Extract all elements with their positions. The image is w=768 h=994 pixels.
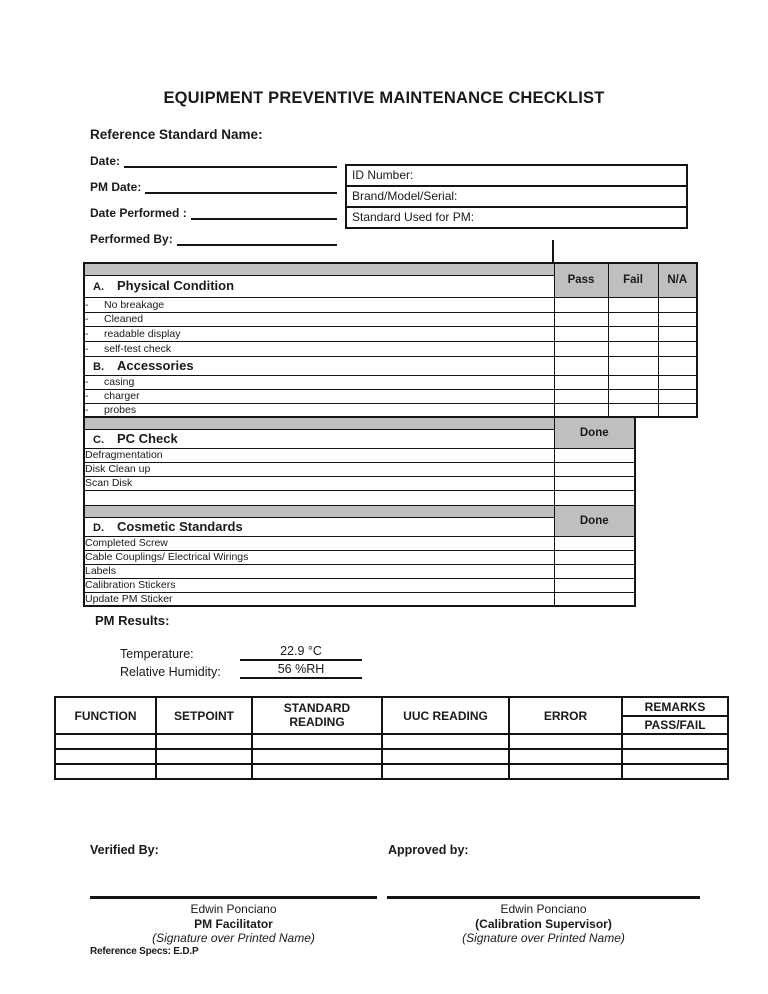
remarks-cell[interactable] <box>622 734 728 749</box>
function-cell[interactable] <box>55 734 156 749</box>
function-table-row <box>55 749 728 764</box>
bullet-dash: - <box>85 390 89 402</box>
verified-name: Edwin Ponciano <box>190 902 277 916</box>
date-performed-label: Date Performed : <box>90 206 187 220</box>
column-header-fail: Fail <box>608 263 658 297</box>
approved-name: Edwin Ponciano <box>500 902 587 916</box>
function-table-row <box>55 764 728 779</box>
date-performed-blank-line[interactable] <box>191 205 337 220</box>
item-label: - No breakage <box>84 297 554 312</box>
fail-cell[interactable] <box>608 403 658 417</box>
fail-cell[interactable] <box>608 341 658 356</box>
item-label: Completed Screw <box>84 536 554 550</box>
checklist-item-row <box>84 476 635 490</box>
item-label: Defragmentation <box>84 448 554 462</box>
performed-by-field-row <box>90 230 337 246</box>
fail-cell[interactable] <box>608 312 658 326</box>
id-number-field[interactable]: ID Number: <box>347 166 686 187</box>
reference-specs-footer: Reference Specs: E.D.P <box>90 946 199 957</box>
pass-cell[interactable] <box>554 403 608 417</box>
section-a-header <box>84 275 554 297</box>
pass-cell[interactable] <box>554 375 608 389</box>
done-cell[interactable] <box>554 462 635 476</box>
bullet-dash: - <box>85 298 89 311</box>
checklist-item-row <box>84 536 635 550</box>
performed-by-label: Performed By: <box>90 232 173 246</box>
brand-model-serial-field[interactable]: Brand/Model/Serial: <box>347 187 686 208</box>
item-label: - charger <box>84 389 554 403</box>
item-label: Labels <box>84 564 554 578</box>
section-title: Accessories <box>117 357 194 373</box>
section-letter: C. <box>93 433 104 446</box>
uuc-reading-cell[interactable] <box>382 764 509 779</box>
done-cell[interactable] <box>554 448 635 462</box>
remarks-cell[interactable] <box>622 764 728 779</box>
table-header-strip <box>84 417 554 429</box>
column-header-remarks: REMARKS <box>622 697 728 716</box>
column-header-standard-reading: STANDARD READING <box>252 697 382 734</box>
function-table-row <box>55 734 728 749</box>
bullet-dash: - <box>85 313 89 325</box>
humidity-label: Relative Humidity: <box>120 665 221 679</box>
column-header-error: ERROR <box>509 697 622 734</box>
function-cell[interactable] <box>55 749 156 764</box>
done-cell[interactable] <box>554 536 635 550</box>
fail-cell[interactable] <box>608 389 658 403</box>
bullet-dash: - <box>85 327 89 340</box>
checklist-table-ab <box>83 262 698 418</box>
uuc-reading-cell[interactable] <box>382 734 509 749</box>
section-b-header <box>84 356 554 375</box>
pm-date-label: PM Date: <box>90 180 142 194</box>
pass-cell[interactable] <box>554 341 608 356</box>
pm-date-blank-line[interactable] <box>145 179 337 194</box>
page-title: EQUIPMENT PREVENTIVE MAINTENANCE CHECKLIST <box>163 89 605 107</box>
remarks-cell[interactable] <box>622 749 728 764</box>
humidity-row <box>120 662 362 679</box>
verified-by-label: Verified By: <box>90 843 159 857</box>
na-cell[interactable] <box>658 375 697 389</box>
column-header-done-c: Done <box>554 417 635 448</box>
error-cell[interactable] <box>509 764 622 779</box>
table-header-strip <box>84 263 554 275</box>
setpoint-cell[interactable] <box>156 764 252 779</box>
table-header-strip <box>84 505 554 517</box>
checklist-empty-row <box>84 490 635 505</box>
uuc-reading-cell[interactable] <box>382 749 509 764</box>
na-cell[interactable] <box>658 389 697 403</box>
function-table <box>54 696 729 780</box>
bullet-dash: - <box>85 376 89 388</box>
humidity-value[interactable]: 56 %RH <box>240 662 362 679</box>
item-label: - Cleaned <box>84 312 554 326</box>
checklist-item-row <box>84 462 635 476</box>
temperature-value[interactable]: 22.9 °C <box>240 644 362 661</box>
approved-by-label: Approved by: <box>388 843 469 857</box>
section-title: Cosmetic Standards <box>117 518 243 534</box>
item-label: Scan Disk <box>84 476 554 490</box>
column-header-function: FUNCTION <box>55 697 156 734</box>
done-cell[interactable] <box>554 550 635 564</box>
item-label: - probes <box>84 403 554 417</box>
checklist-item-row <box>84 564 635 578</box>
done-cell[interactable] <box>554 476 635 490</box>
section-c-header <box>84 429 554 448</box>
performed-by-blank-line[interactable] <box>177 231 337 246</box>
scan-artifact-line <box>552 240 554 263</box>
standard-used-field[interactable]: Standard Used for PM: <box>352 210 475 224</box>
verified-note: (Signature over Printed Name) <box>152 931 315 945</box>
done-cell[interactable] <box>554 490 635 505</box>
item-label: - self-test check <box>84 341 554 356</box>
standard-reading-cell[interactable] <box>252 749 382 764</box>
pm-date-field-row <box>90 178 337 194</box>
item-label: Cable Couplings/ Electrical Wirings <box>84 550 554 564</box>
approved-signature-line[interactable] <box>387 896 700 899</box>
date-performed-field-row <box>90 204 337 220</box>
error-cell[interactable] <box>509 749 622 764</box>
bullet-dash: - <box>85 403 89 416</box>
na-cell[interactable] <box>658 341 697 356</box>
checklist-item-row <box>84 448 635 462</box>
bullet-dash: - <box>85 342 89 355</box>
pass-cell[interactable] <box>554 297 608 312</box>
checklist-item-row <box>84 389 697 403</box>
date-label: Date: <box>90 154 121 168</box>
empty-cell <box>84 490 554 505</box>
done-cell[interactable] <box>554 592 635 606</box>
section-d-header <box>84 517 554 536</box>
na-cell[interactable] <box>658 312 697 326</box>
approved-signature-block <box>387 902 700 946</box>
na-cell[interactable] <box>658 356 697 375</box>
na-cell[interactable] <box>658 297 697 312</box>
standard-reading-cell[interactable] <box>252 734 382 749</box>
pm-results-heading: PM Results: <box>95 613 170 628</box>
standard-reading-cell[interactable] <box>252 764 382 779</box>
fail-cell[interactable] <box>608 326 658 341</box>
item-label: Update PM Sticker <box>84 592 554 606</box>
section-title: Physical Condition <box>117 278 235 293</box>
temperature-label: Temperature: <box>120 647 194 661</box>
id-info-box <box>345 164 688 229</box>
pass-cell[interactable] <box>554 312 608 326</box>
checklist-item-row <box>84 375 697 389</box>
setpoint-cell[interactable] <box>156 749 252 764</box>
column-header-pass: Pass <box>554 263 608 297</box>
section-letter: A. <box>93 281 104 293</box>
checklist-item-row <box>84 403 697 417</box>
column-header-done-d: Done <box>554 505 635 536</box>
item-label: Calibration Stickers <box>84 578 554 592</box>
checklist-item-row <box>84 578 635 592</box>
column-header-pass-fail: PASS/FAIL <box>622 716 728 734</box>
reference-standard-label: Reference Standard Name: <box>90 127 263 142</box>
na-cell[interactable] <box>658 403 697 417</box>
column-header-na: N/A <box>658 263 697 297</box>
item-label: Disk Clean up <box>84 462 554 476</box>
item-label: - casing <box>84 375 554 389</box>
section-letter: D. <box>93 521 104 534</box>
section-letter: B. <box>93 360 104 373</box>
item-label: - readable display <box>84 326 554 341</box>
fail-cell[interactable] <box>608 375 658 389</box>
checklist-item-row <box>84 326 697 341</box>
setpoint-cell[interactable] <box>156 734 252 749</box>
section-title: PC Check <box>117 430 178 446</box>
checklist-table-cd <box>83 416 636 607</box>
done-cell[interactable] <box>554 578 635 592</box>
checklist-item-row <box>84 550 635 564</box>
date-field-row <box>90 152 337 168</box>
column-header-setpoint: SETPOINT <box>156 697 252 734</box>
verified-signature-block <box>90 902 377 946</box>
approved-role: (Calibration Supervisor) <box>475 916 612 931</box>
fail-cell[interactable] <box>608 356 658 375</box>
column-header-uuc-reading: UUC READING <box>382 697 509 734</box>
temperature-row <box>120 644 362 661</box>
verified-role: PM Facilitator <box>194 916 273 931</box>
fail-cell[interactable] <box>608 297 658 312</box>
error-cell[interactable] <box>509 734 622 749</box>
pass-cell[interactable] <box>554 326 608 341</box>
pass-cell[interactable] <box>554 356 608 375</box>
checklist-item-row <box>84 297 697 312</box>
done-cell[interactable] <box>554 564 635 578</box>
checklist-item-row <box>84 341 697 356</box>
date-blank-line[interactable] <box>124 153 337 168</box>
checklist-item-row <box>84 592 635 606</box>
verified-signature-line[interactable] <box>90 896 377 899</box>
function-cell[interactable] <box>55 764 156 779</box>
pass-cell[interactable] <box>554 389 608 403</box>
na-cell[interactable] <box>658 326 697 341</box>
checklist-item-row <box>84 312 697 326</box>
approved-note: (Signature over Printed Name) <box>462 931 625 945</box>
